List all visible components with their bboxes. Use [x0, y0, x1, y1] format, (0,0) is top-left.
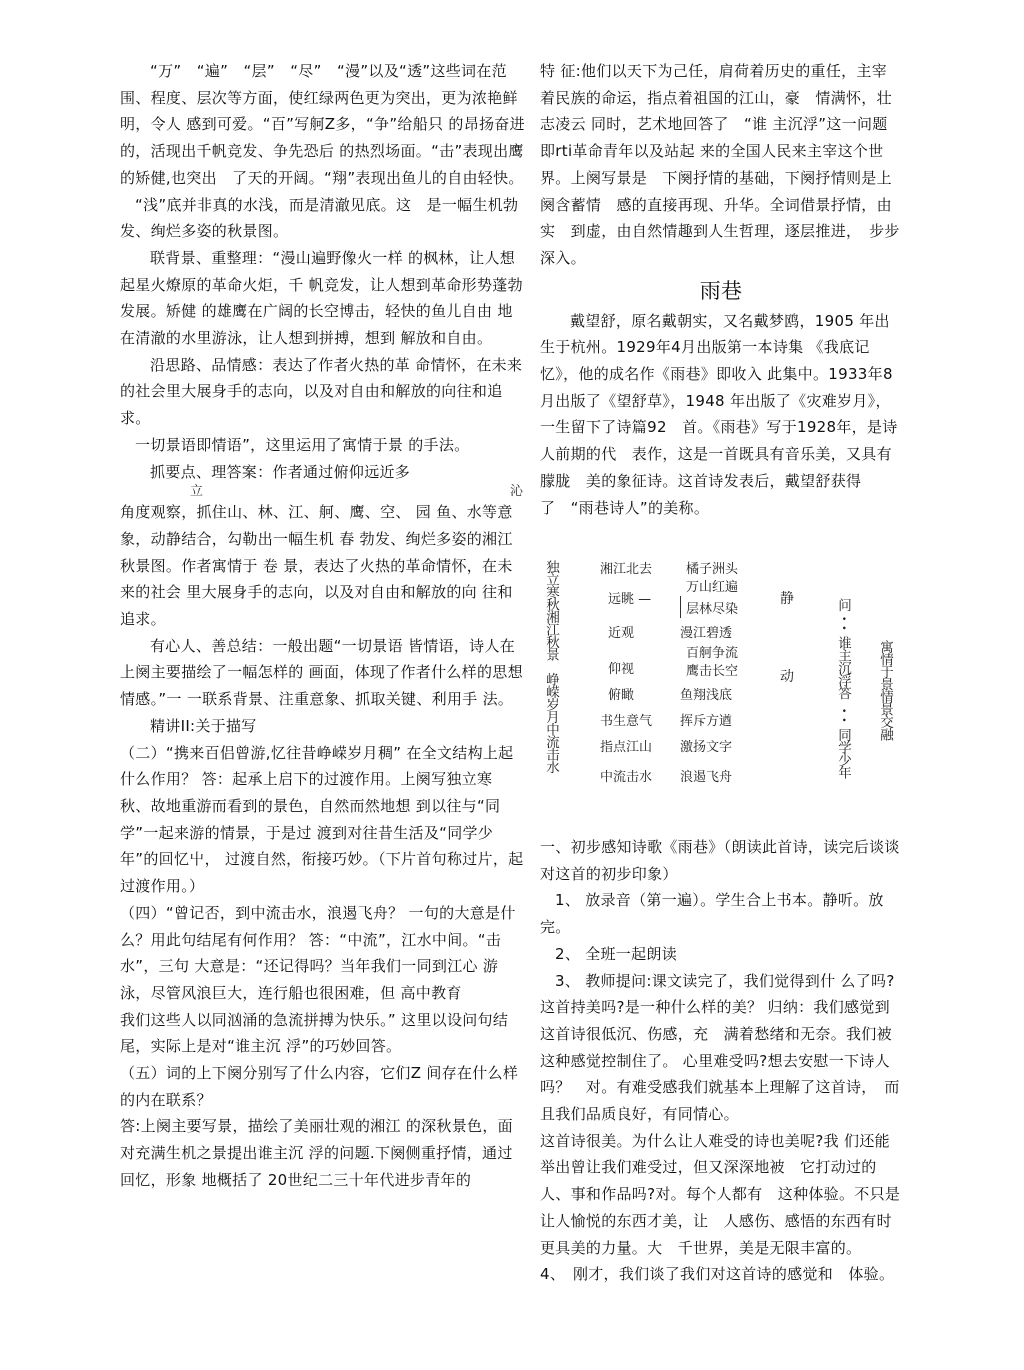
- diagram-left-vertical: 独立寒秋湘江秋景 峥嵘岁月中流击水: [543, 560, 559, 773]
- diagram-item: 挥斥方遒: [680, 714, 733, 729]
- diagram-item: 万山红遍: [686, 580, 739, 595]
- diagram-item: 湘江北去: [600, 562, 653, 577]
- list-item: 1、 放录音（第一遍）。学生合上书本。静听。放完。: [540, 891, 884, 937]
- diagram-dots: ••: [838, 616, 848, 635]
- section-heading: 精讲II:关于描写: [150, 716, 257, 735]
- paragraph: （五）词的上下阕分别写了什么内容，它们Z 间存在什么样的内在联系？: [120, 1064, 519, 1109]
- diagram-item: 中流击水: [600, 770, 653, 785]
- diagram-classmates: 同学少年: [835, 728, 851, 778]
- diagram-answer: 谁主沉浮答: [835, 636, 851, 699]
- list-item: 4、 刚才，我们谈了我们对这首诗的感觉和 体验。: [540, 1265, 895, 1284]
- diagram-item: 仰视: [608, 662, 635, 677]
- stray-fragment: 立: [190, 484, 204, 500]
- diagram-item: 鹰击长空: [686, 664, 739, 679]
- diagram-item: 激扬文字: [680, 740, 733, 755]
- stray-fragment: 沁: [510, 484, 524, 500]
- diagram-item: 鱼翔浅底: [680, 688, 733, 703]
- paragraph: 答:上阕主要写景，描绘了美丽壮观的湘江 的深秋景色，面对充满生机之景提出谁主沉 浮的问题.下阕侧重抒情，通过回忆，形象 地概括了 20世纪二三十年代进步青年的: [120, 1117, 513, 1189]
- diagram-item: 漫江碧透: [680, 626, 733, 641]
- diagram-item: 橘子洲头: [686, 562, 739, 577]
- diagram-label-still: 静: [780, 591, 794, 607]
- paragraph: 联背景、重整理：“漫山遍野像火一样 的枫林，让人想起星火燎原的革命火炬，千 帆竞发，让人想到革命形势蓬勃发展。矫健 的雄鹰在广阔的长空博击，轻快的鱼儿自由 地在清澈的水里游泳，让人想到拼搏，想到 解放和自由。: [120, 248, 523, 348]
- poem-structure-diagram: [540, 548, 910, 810]
- paragraph: 有心人、善总结：一般出题“一切景语 皆情语，诗人在上阕主要描绘了一幅怎样的 画面，体现了作者什么样的思想情感。”一 一联系背景、注重意象、抓取关键、利用手 法。: [120, 636, 523, 709]
- paragraph: “万” “遍” “层” “尽” “漫”以及“透”这些词在范围、程度、层次等方面，使红绿两色更为突出，更为浓艳鲜明，令人 感到可爱。“百”写舸Z多，“争”给船只 的昂扬奋进的，活现出千帆竞发、争先恐后 的热烈场面。“击”表现出鹰的矫健,也突出 了天的开阔。“翔”表现出鱼儿的自由轻快。: [120, 62, 525, 187]
- paragraph: 角度观察，抓住山、林、江、舸、鹰、空、 园 鱼、水等意象，动静结合，勾勒出一幅生机 春 勃发、绚烂多姿的湘江秋景图。作者寓情于 卷 景，表达了火热的革命情怀，在未来的社会 里大展身手的志向，以及对自由和解放的向 往和追求。: [120, 503, 513, 629]
- left-column: [120, 58, 526, 1194]
- paragraph: 这首诗很美。为什么让人难受的诗也美呢?我 们还能举出曾让我们难受过，但又深深地被 它打动过的人、事和作品吗?对。每个人都有 这种体验。不只是让人愉悦的东西才美，让 人感伤、感悟的东西有时更具美的力量。大 千世界，美是无限丰富的。: [540, 1131, 901, 1257]
- diagram-item: 指点江山: [600, 740, 653, 755]
- paragraph: 抓要点、理答案：作者通过俯仰远近多: [150, 462, 411, 481]
- diagram-item: 俯瞰: [608, 688, 635, 703]
- diagram-question: 问: [835, 598, 851, 611]
- paragraph: 戴望舒，原名戴朝实，又名戴梦鸥，1905 年出生于杭州。1929年4月出版第一本诗集 《我底记忆》，他的成名作《雨巷》即收入 此集中。1933年8月出版了《望舒草》，1948 年出版了《灾难岁月》，一生留下了诗篇92 首。《雨巷》写于1928年，是诗人前期的代 表作，这是一首既具有音乐美，又具有朦胧 美的象征诗。这首诗发表后，戴望舒获得了 “雨巷诗人”的美称。: [540, 311, 898, 517]
- diagram-item: 近观: [608, 626, 635, 641]
- paragraph: （二）“携来百侣曾游,忆往昔峥嵘岁月稠” 在全文结构上起什么作用？ 答：起承上启下的过渡作用。上阕写独立寒 秋、故地重游而看到的景色，自然而然地想 到以往与“同学”一起来游的情景，于是过 渡到对往昔生活及“同学少年”的回忆屮， 过渡自然，衔接巧妙。（下片首句称过片，起 过渡作用。）: [120, 743, 524, 896]
- paragraph: 一切景语即情语”，这里运用了寓情于景 的手法。: [135, 435, 470, 454]
- diagram-item: 远眺 —: [608, 592, 652, 607]
- stray-fragment-row: [120, 485, 526, 499]
- diagram-item: 层林尽染: [686, 602, 739, 617]
- paragraph: “浅”底并非真的水浅，而是清澈见底。这 是一幅生机勃发、绚烂多姿的秋景图。: [120, 195, 519, 241]
- poem-title: 雨巷: [699, 278, 743, 303]
- paragraph: （四）“曾记否，到中流击水，浪遏飞舟？ 一句的大意是什么？用此句结尾有何作用？ 答：“中流”，江水中间。“击水”，三句 大意是：“还记得吗？当年我们一同到江心 游泳，尽管风浪巨大，连行船也很困难，但 高中教育: [120, 903, 516, 1002]
- paragraph: 沿思路、品情感：表达了作者火热的革 命情怀，在未来的社会里大展身手的志向，以及对自由和解放的向往和追求。: [120, 355, 523, 428]
- list-item: 2、 全班一起朗读: [555, 944, 678, 963]
- list-item: 3、 教师提问:课文读完了，我们觉得到什 么了吗?这首持美吗?是一种什么样的美？ 归纳：我们感觉到这首诗很低沉、伤感，充 满着愁绪和无奈。我们被这种感觉控制住了。 心里难受吗?想去安慰一下诗人吗？ 对。有难受感我们就基本上理解了这首诗， 而且我们品质良好，有同情心。: [540, 971, 900, 1124]
- diagram-item: 浪遏飞舟: [680, 770, 733, 785]
- diagram-item: 书生意气: [600, 714, 653, 729]
- right-column-lower: [540, 834, 902, 1288]
- diagram-item: 百舸争流: [686, 646, 739, 661]
- diagram-bracket-line: [680, 596, 681, 618]
- paragraph: 我们这些人以同汹涌的急流拼搏为快乐。” 这里以设问句结尾，实际上是对“谁主沉 浮”的巧妙回答。: [120, 1010, 509, 1056]
- diagram-label-motion: 动: [780, 669, 794, 685]
- diagram-right-vertical: 寓情于景情景交融: [877, 640, 893, 740]
- right-column: [540, 58, 902, 521]
- paragraph: 特 征:他们以天下为己任，肩荷着历史的重任，主宰着民族的命运，指点着祖国的江山，豪 情满怀，壮志凌云 同时，艺术地回答了 “谁 主沉浮”这一问题 即rti革命青年以及站起 来的全国人民来主宰这个世界。上阕写景是 下阕抒情的基础，下阕抒情则是上阕含蓄情 感的直接再现、升华。全词借景抒情，由实 到虚，由自然情趣到人生哲理，逐层推进， 步步深入。: [540, 62, 900, 267]
- paragraph: 一、初步感知诗歌《雨巷》（朗读此首诗，读完后谈谈对这首的初步印象）: [540, 838, 900, 883]
- diagram-dots: ••: [838, 708, 848, 727]
